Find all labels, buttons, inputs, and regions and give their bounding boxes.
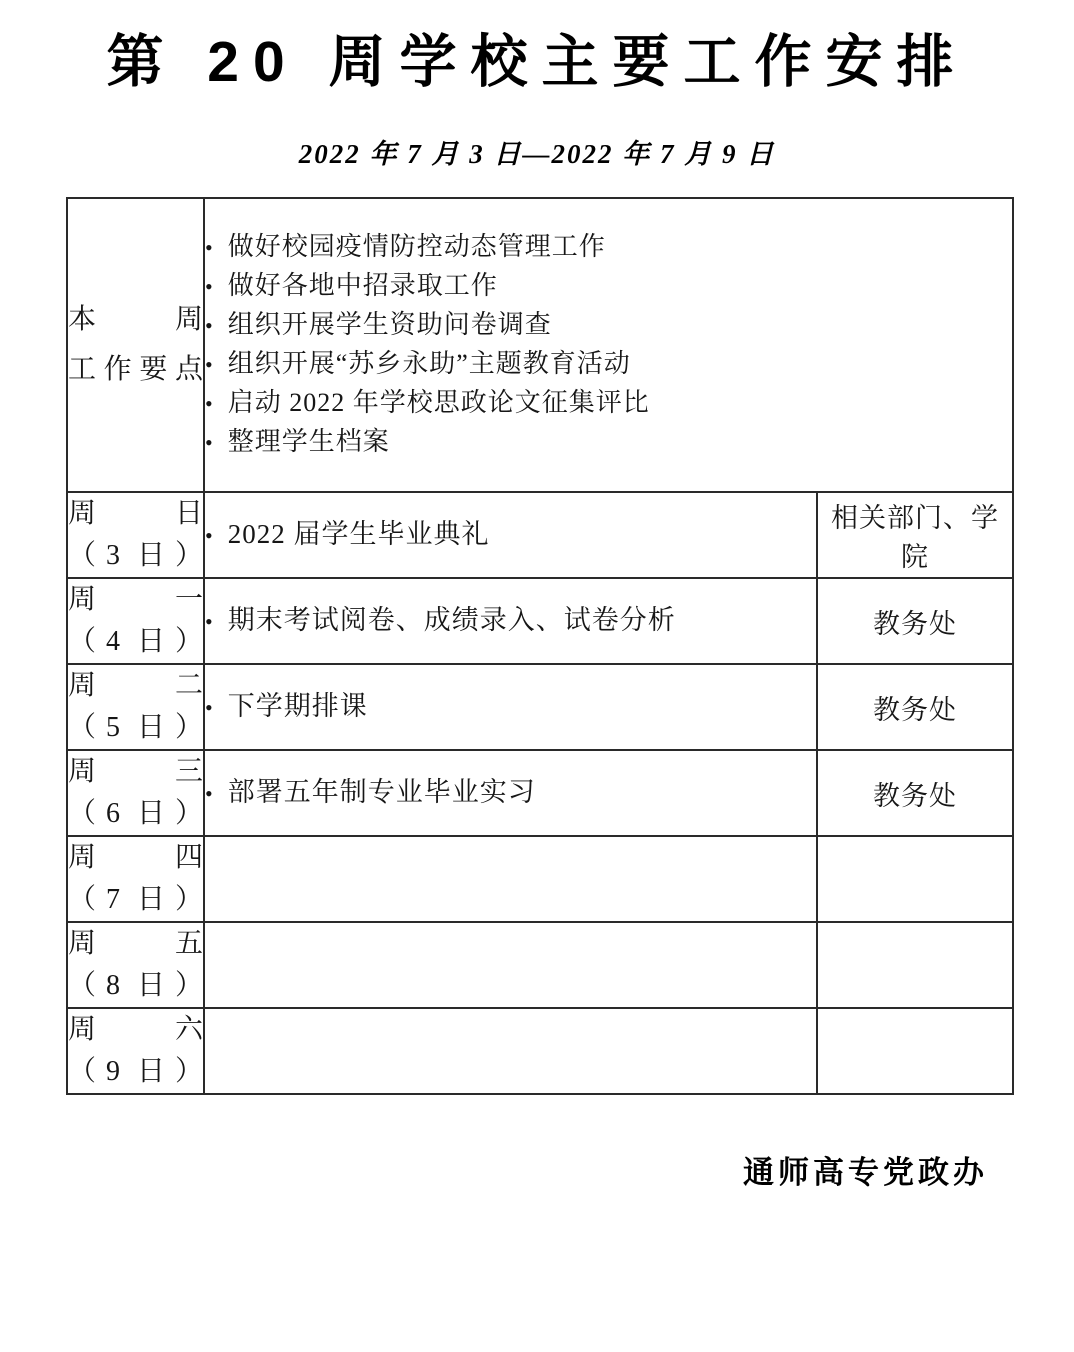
table-row-monday: [67, 578, 1013, 664]
task-text: 部署五年制专业毕业实习: [227, 777, 536, 807]
summary-label-line1: 本周: [68, 304, 203, 335]
task-text: 下学期排课: [227, 691, 368, 721]
summary-bullet-text: 做好校园疫情防控动态管理工作: [227, 232, 606, 261]
dept-cell: 教务处: [817, 578, 1013, 664]
bullet-icon: •: [205, 274, 214, 299]
task-cell: [204, 1008, 817, 1094]
bullet-icon: •: [205, 391, 214, 416]
day-label-cell: [67, 836, 204, 922]
summary-bullet-item: [205, 423, 1012, 462]
summary-label-cell: [67, 198, 204, 492]
bullet-icon: •: [205, 695, 214, 720]
bullet-icon: •: [205, 609, 214, 634]
day-date: （9 日）: [68, 1056, 203, 1087]
day-date: （7 日）: [68, 884, 203, 915]
page-title: 第 20 周学校主要工作安排: [106, 30, 968, 94]
dept-cell: 教务处: [817, 750, 1013, 836]
day-date: （6 日）: [68, 798, 203, 829]
table-row-friday: [67, 922, 1013, 1008]
dept-cell: 教务处: [817, 664, 1013, 750]
task-cell: [204, 922, 817, 1008]
task-cell: [204, 836, 817, 922]
day-label-cell: [67, 664, 204, 750]
bullet-icon: •: [205, 313, 214, 338]
table-row-tuesday: [67, 664, 1013, 750]
summary-label-line2: 工作要点: [68, 354, 203, 385]
summary-bullet-text: 组织开展学生资助问卷调查: [227, 310, 552, 339]
table-row-wednesday: [67, 750, 1013, 836]
day-name: 周一: [68, 584, 203, 615]
task-item: [205, 774, 816, 812]
summary-bullet-item: [205, 228, 1012, 267]
table-row-saturday: [67, 1008, 1013, 1094]
task-cell: [204, 750, 817, 836]
summary-bullet-item: [205, 384, 1012, 423]
day-name: 周五: [68, 928, 203, 959]
summary-bullet-text: 整理学生档案: [227, 427, 390, 456]
task-cell: [204, 578, 817, 664]
date-range: 2022 年 7 月 3 日—2022 年 7 月 9 日: [298, 139, 776, 169]
day-date: （3 日）: [68, 540, 203, 571]
bullet-icon: •: [205, 430, 214, 455]
day-label-cell: [67, 922, 204, 1008]
task-cell: [204, 492, 817, 578]
task-cell: [204, 664, 817, 750]
dept-cell: [817, 1008, 1013, 1094]
day-label-cell: [67, 492, 204, 578]
day-name: 周四: [68, 842, 203, 873]
summary-bullet-item: [205, 267, 1012, 306]
dept-cell: [817, 922, 1013, 1008]
day-date: （4 日）: [68, 626, 203, 657]
summary-bullet-text: 组织开展“苏乡永助”主题教育活动: [227, 349, 631, 378]
day-name: 周三: [68, 756, 203, 787]
task-item: [205, 602, 816, 640]
task-item: [205, 688, 816, 726]
day-label-cell: [67, 578, 204, 664]
schedule-table: [66, 197, 1014, 1095]
summary-row: [67, 198, 1013, 492]
bullet-icon: •: [205, 781, 214, 806]
bullet-icon: •: [205, 523, 214, 548]
day-name: 周六: [68, 1014, 203, 1045]
table-row-sunday: [67, 492, 1013, 578]
day-date: （8 日）: [68, 970, 203, 1001]
day-label-cell: [67, 750, 204, 836]
summary-bullet-item: [205, 345, 1012, 384]
day-date: （5 日）: [68, 712, 203, 743]
dept-cell: [817, 836, 1013, 922]
task-item: [205, 516, 816, 554]
summary-bullets-cell: [204, 198, 1013, 492]
summary-bullet-item: [205, 306, 1012, 345]
table-row-thursday: [67, 836, 1013, 922]
day-label-cell: [67, 1008, 204, 1094]
task-text: 期末考试阅卷、成绩录入、试卷分析: [227, 605, 676, 635]
bullet-icon: •: [205, 352, 214, 377]
day-name: 周日: [68, 498, 203, 529]
day-name: 周二: [68, 670, 203, 701]
summary-bullet-text: 启动 2022 年学校思政论文征集评比: [227, 388, 650, 417]
task-text: 2022 届学生毕业典礼: [227, 519, 490, 549]
signature: 通师高专党政办: [743, 1155, 988, 1190]
bullet-icon: •: [205, 235, 214, 260]
summary-bullet-text: 做好各地中招录取工作: [227, 271, 498, 300]
dept-cell: 相关部门、学院: [817, 492, 1013, 578]
